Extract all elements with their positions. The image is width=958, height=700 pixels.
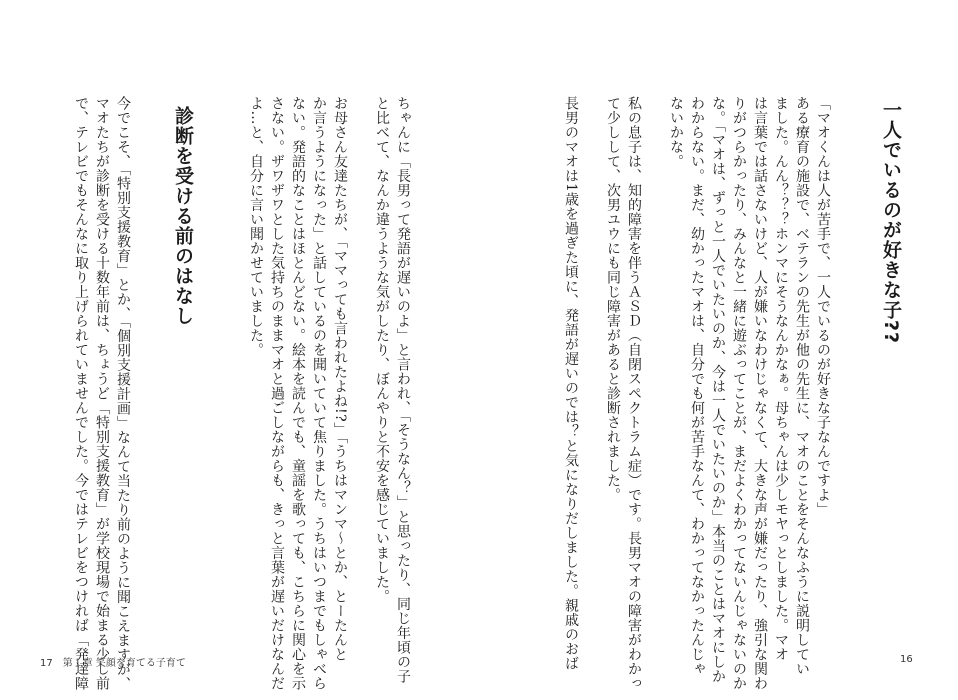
text-line: ある療育の施設で、ベテランの先生が他の先生に、マオのことをそんなふうに説明してい [794, 96, 810, 676]
text-line: 長男のマオは1歳を過ぎた頃に、発語が遅いのでは？と気になりだしました。親戚のおば [563, 96, 579, 671]
text-line: 「マオくんは人が苦手で、一人でいるのが好きな子なんですよ」 [815, 96, 831, 517]
text-line: お母さん友達たちが、「ママっても言われたよね!?」「うちはマンマ～とか、とーたんと [332, 96, 348, 662]
section-heading-right: 一人でいるのが好きな子?? [880, 100, 902, 345]
text-line: ない。発語的なことはほとんどない。絵本を読んでも、童謡を歌っても、こちらに関心を示 [290, 96, 306, 691]
text-line: さない。ザワザワとした気持ちのままマオと過ごしながらも、きっと言葉が遅いだけなんだ [269, 96, 285, 691]
text-line: は言葉では話さないけど、人が嫌いなわけじゃなくて、大きな声が嫌だったり、強引な関わ [752, 96, 768, 691]
text-line: ました。んん？？？ホンマにそうなんかなぁ。母ちゃんは少しモヤっとしました。マオ [773, 96, 789, 662]
text-line: と比べて、なんか違うような気がしたり、ぼんやりと不安を感じていました。 [374, 96, 390, 604]
text-line: か言うようになった」と話しているのを聞いていて焦りました。うちはいつまでもしゃべら [311, 96, 327, 691]
text-line: で、テレビでもそんなに取り上げられていませんでした。今ではテレビをつければ「発達障 [73, 96, 89, 691]
text-line: 私の息子は、知的障害を伴うＡＳＤ（自閉スペクトラム症）です。長男マオの障害がわかっ [626, 96, 642, 691]
text-line: ないかな。 [668, 96, 684, 169]
text-line: 今でこそ、「特別支援教育」とか、「個別支援計画」なんて当たり前のように聞こえますが、 [115, 96, 131, 691]
text-line: りがつらかったり、みんなと一緒に遊ぶってことが、まだよくわかってないんじゃないのか [731, 96, 747, 691]
text-line: わからない。まだ、幼かったマオは、自分でも何が苦手なんて、わかってなかったんじゃ [689, 96, 705, 676]
text-line: な。「マオは、ずっと一人でいたいのか、今は一人でいたいのか」本当のことはマオにしか [710, 96, 726, 684]
page-number-right: 16 [900, 654, 913, 665]
section-heading-left: 診断を受ける前のはなし [172, 106, 194, 326]
text-line: ちゃんに「長男って発語が遅いのよ」と言われ、「そうなん？」と思ったり、同じ年頃の子 [395, 96, 411, 684]
text-line: よ…と、自分に言い聞かせていました。 [248, 96, 264, 357]
page-footer-left: 17 第１章 笑顔を育てる子育て [40, 658, 186, 669]
text-line: て少しして、次男ユウにも同じ障害があると診断されました。 [605, 96, 621, 502]
text-line: マオたちが診断を受ける十数年前は、ちょうど「特別支援教育」が学校現場で始まる少し前 [94, 96, 110, 691]
